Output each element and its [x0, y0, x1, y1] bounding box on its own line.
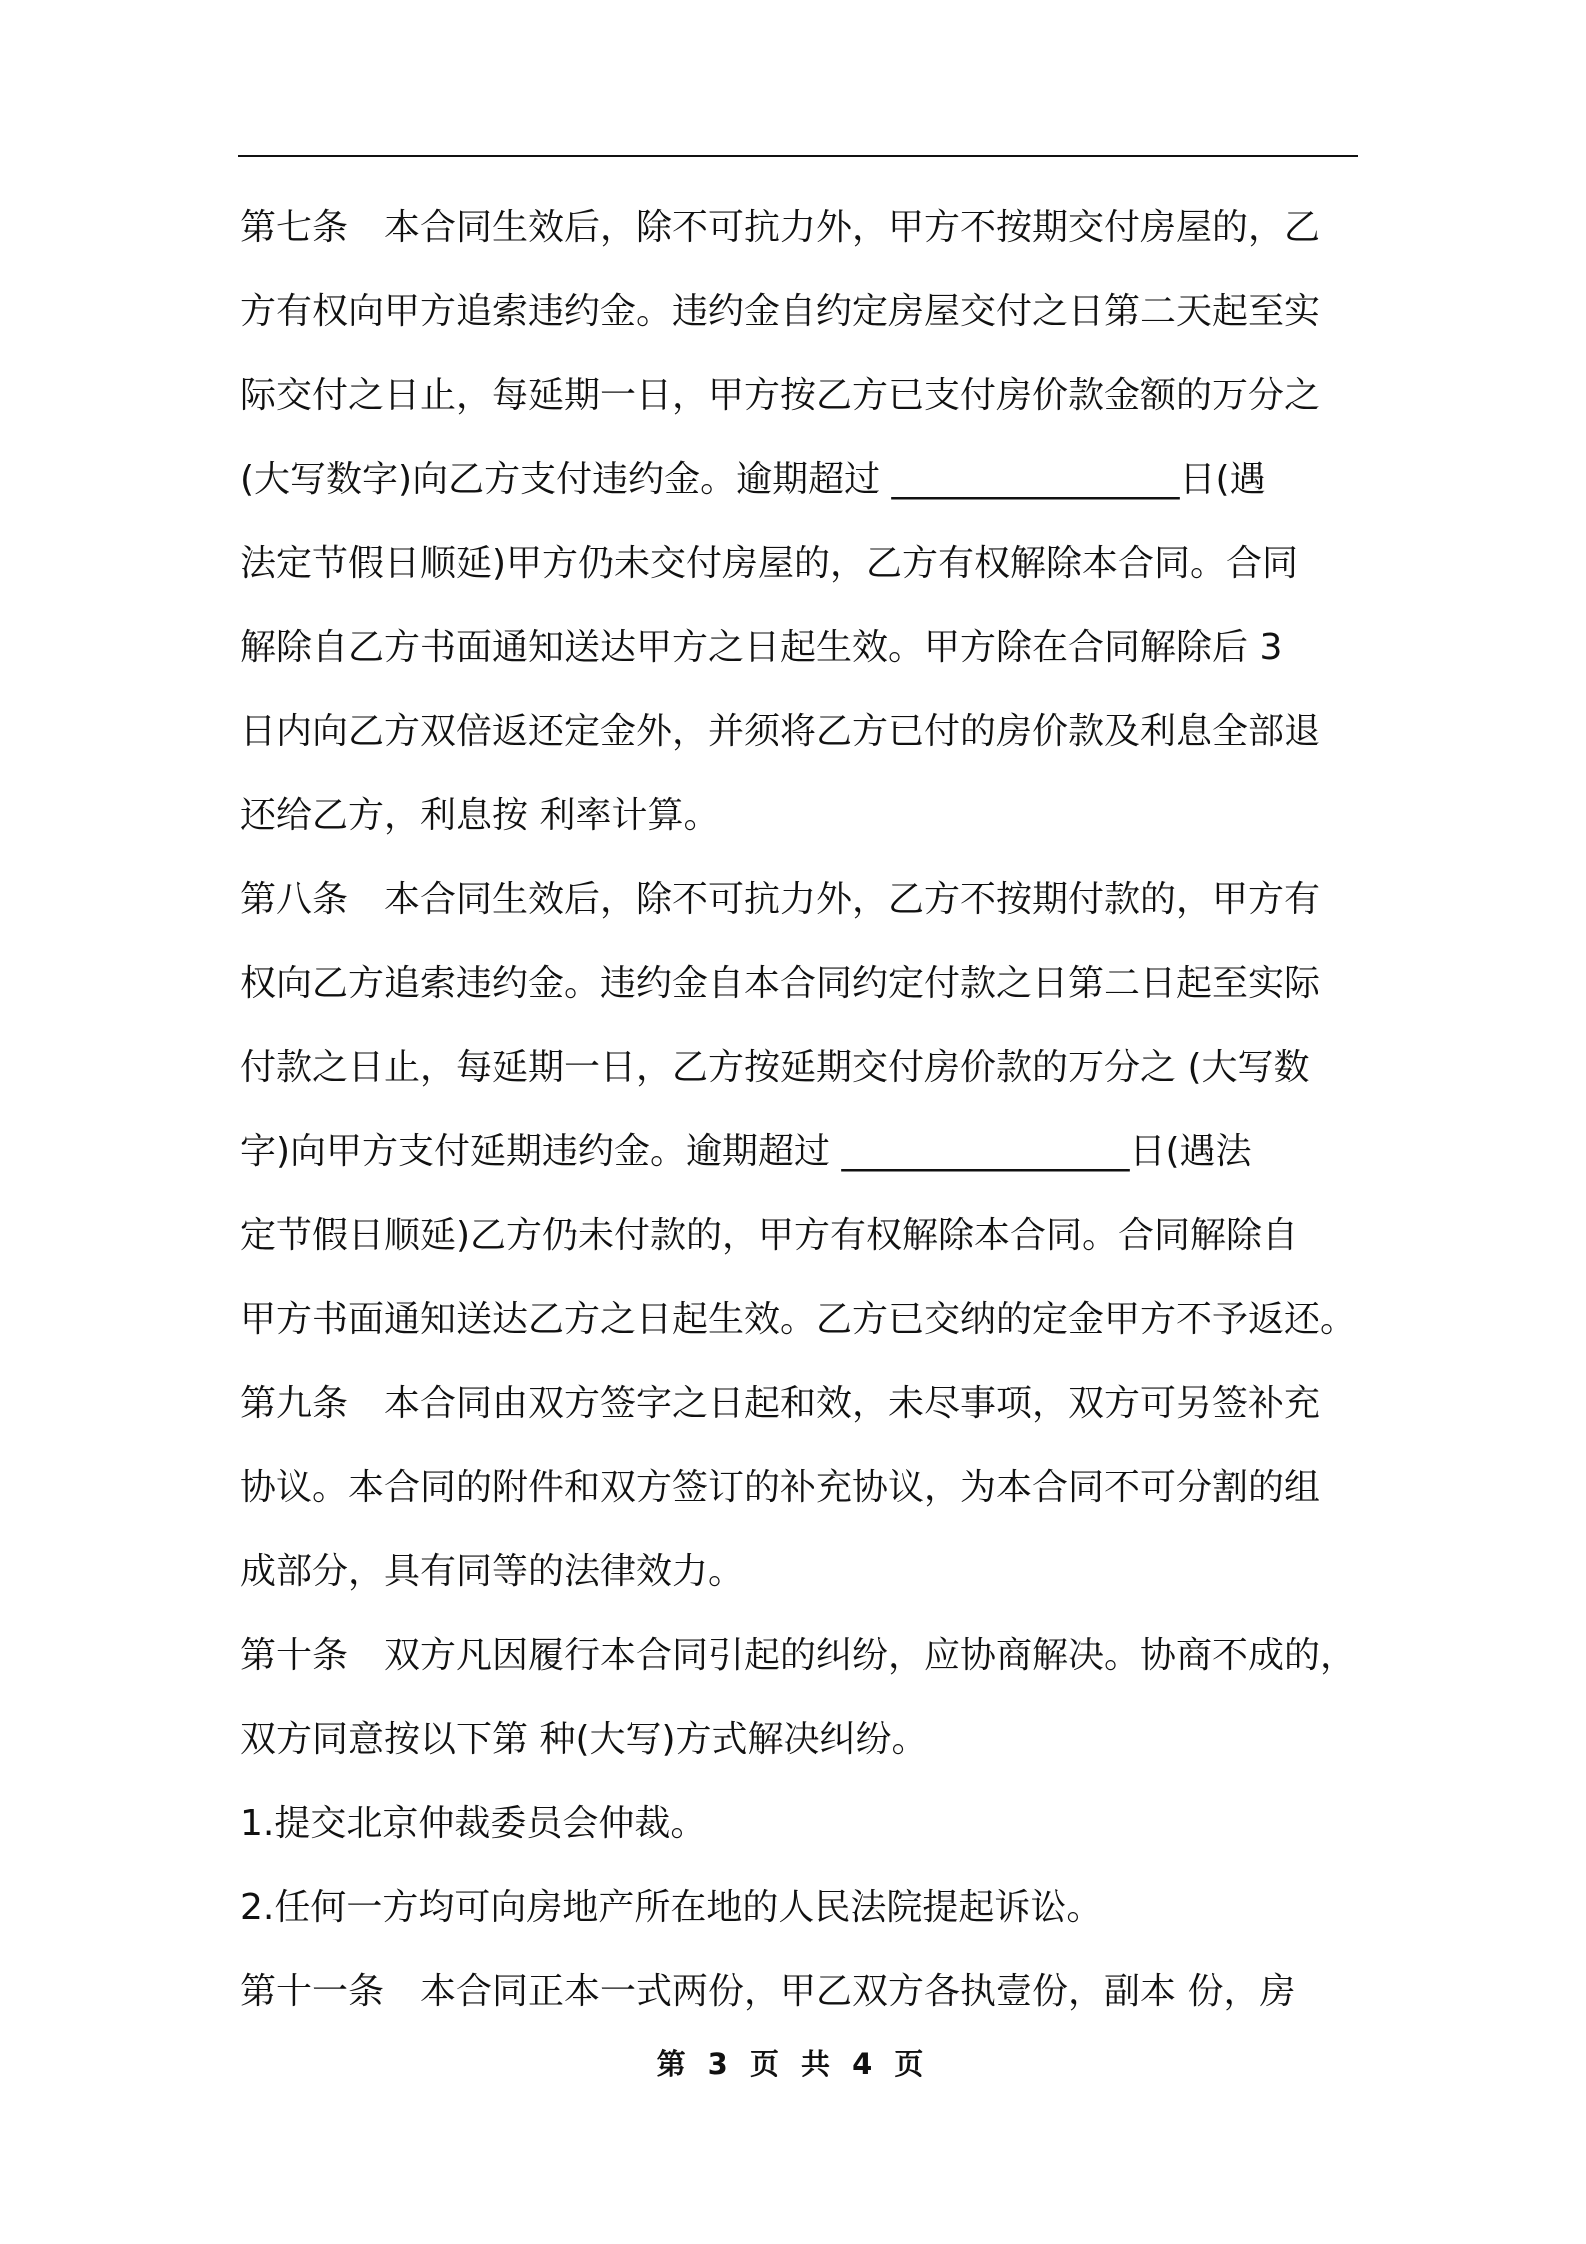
text-line: 字)向甲方支付延期违约金。逾期超过 ________________日(遇法: [240, 1131, 1252, 1172]
document-body: [240, 186, 1370, 2034]
text-line: 双方同意按以下第 种(大写)方式解决纠纷。: [240, 1719, 928, 1760]
text-line: 法定节假日顺延)甲方仍未交付房屋的，乙方有权解除本合同。合同: [240, 543, 1299, 584]
page-number-footer: 第 3 页 共 4 页: [656, 2047, 930, 2081]
header-divider: [238, 155, 1358, 157]
text-line: 1.提交北京仲裁委员会仲裁。: [240, 1803, 707, 1844]
text-line: 2.任何一方均可向房地产所在地的人民法院提起诉讼。: [240, 1887, 1103, 1928]
text-line: 协议。本合同的附件和双方签订的补充协议，为本合同不可分割的组: [240, 1467, 1321, 1508]
text-line: (大写数字)向乙方支付违约金。逾期超过 ________________日(遇: [240, 459, 1266, 500]
text-line: 日内向乙方双倍返还定金外，并须将乙方已付的房价款及利息全部退: [240, 711, 1321, 752]
text-line: 方有权向甲方追索违约金。违约金自约定房屋交付之日第二天起至实: [240, 291, 1321, 332]
text-line: 第十条 双方凡因履行本合同引起的纠纷，应协商解决。协商不成的，: [240, 1635, 1357, 1676]
text-line: 第十一条 本合同正本一式两份，甲乙双方各执壹份，副本 份，房: [240, 1971, 1296, 2012]
text-line: 付款之日止，每延期一日，乙方按延期交付房价款的万分之 (大写数: [240, 1047, 1310, 1088]
text-line: 成部分，具有同等的法律效力。: [240, 1551, 745, 1592]
text-line: 甲方书面通知送达乙方之日起生效。乙方已交纳的定金甲方不予返还。: [240, 1299, 1357, 1340]
text-line: 还给乙方，利息按 利率计算。: [240, 795, 720, 836]
text-line: 权向乙方追索违约金。违约金自本合同约定付款之日第二日起至实际: [240, 963, 1321, 1004]
text-line: 第七条 本合同生效后，除不可抗力外，甲方不按期交付房屋的，乙: [240, 207, 1321, 248]
text-line: 第九条 本合同由双方签字之日起和效，未尽事项，双方可另签补充: [240, 1383, 1321, 1424]
text-line: 解除自乙方书面通知送达甲方之日起生效。甲方除在合同解除后 3: [240, 627, 1283, 668]
text-line: 第八条 本合同生效后，除不可抗力外，乙方不按期付款的，甲方有: [240, 879, 1321, 920]
text-line: 际交付之日止，每延期一日，甲方按乙方已支付房价款金额的万分之: [240, 375, 1321, 416]
text-line: 定节假日顺延)乙方仍未付款的，甲方有权解除本合同。合同解除自: [240, 1215, 1299, 1256]
